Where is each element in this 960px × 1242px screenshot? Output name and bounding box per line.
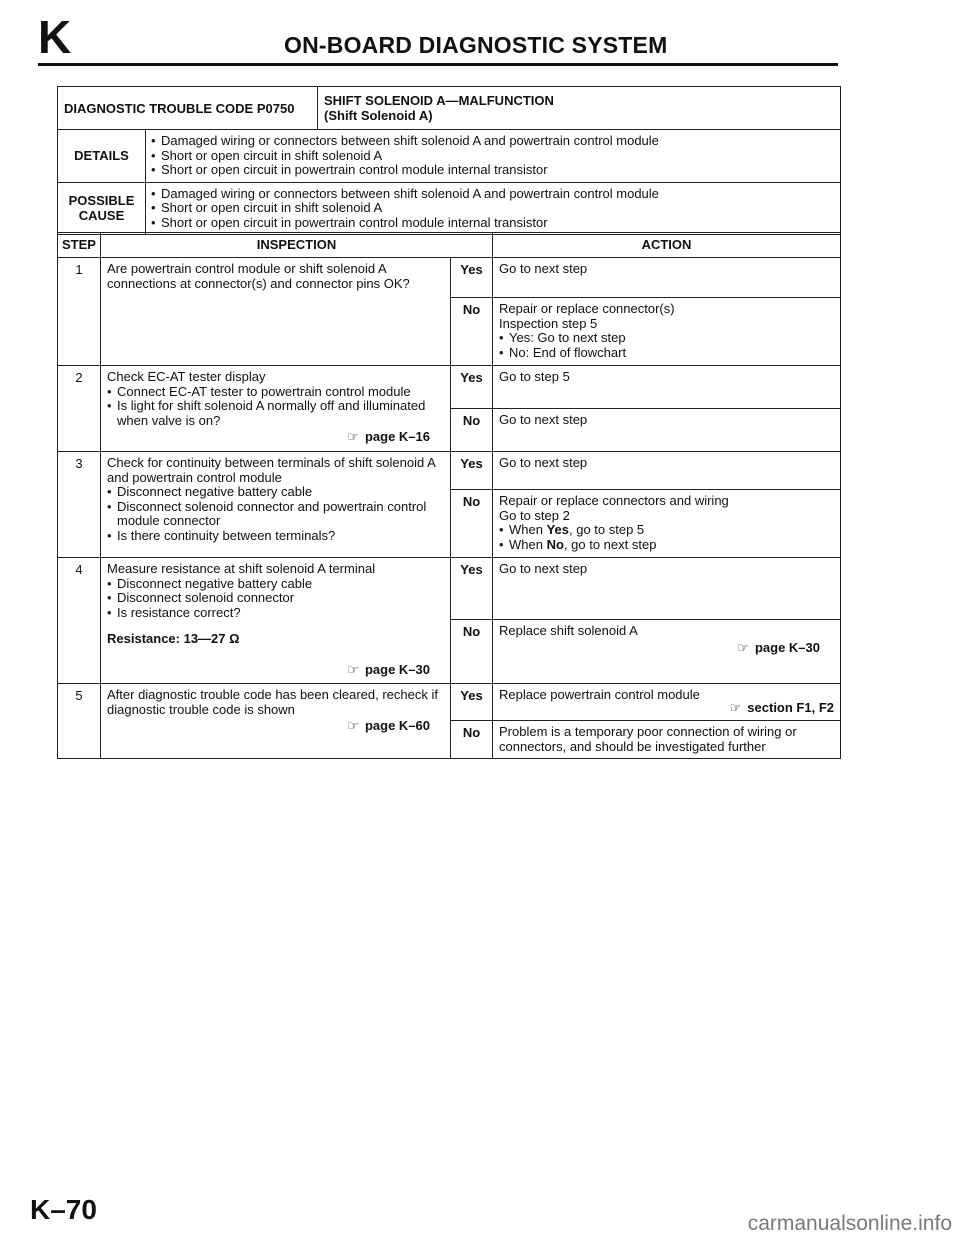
inspection-item: • Disconnect negative battery cable [107, 577, 444, 592]
yes-action: Go to next step [493, 258, 841, 298]
yes-label: Yes [451, 452, 493, 490]
dtc-title-line2: (Shift Solenoid A) [324, 108, 433, 123]
yes-label: Yes [451, 366, 493, 409]
page-reference-text: page K–60 [364, 718, 430, 733]
action-line: Replace powertrain control module [499, 687, 700, 702]
no-action [493, 490, 841, 558]
section-letter: K [38, 11, 72, 63]
page-title: ON-BOARD DIAGNOSTIC SYSTEM [284, 32, 668, 58]
possible-cause-item: • Short or open circuit in powertrain control module internal transistor [151, 216, 835, 231]
details-item: • Short or open circuit in powertrain control module internal transistor [151, 163, 835, 178]
yes-label: Yes [451, 558, 493, 620]
page-reference [107, 430, 444, 445]
step-number: 2 [58, 366, 101, 452]
details-label: DETAILS [58, 130, 146, 183]
resistance-spec: Resistance: 13—27 Ω [107, 631, 240, 646]
watermark: carmanualsonline.info [747, 1212, 952, 1235]
possible-cause-item: • Damaged wiring or connectors between shift solenoid A and powertrain control module [151, 187, 835, 202]
step-number: 4 [58, 558, 101, 684]
page-number: K–70 [30, 1194, 97, 1225]
step-inspection [101, 452, 451, 558]
action-line: Go to step 2 [499, 507, 570, 523]
no-label: No [451, 620, 493, 684]
hand-pointer-icon: ☞ [737, 639, 749, 655]
step-inspection [101, 558, 451, 684]
no-label: No [451, 721, 493, 759]
details-item: • Damaged wiring or connectors between shift solenoid A and powertrain control module [151, 134, 835, 149]
yes-label: Yes [451, 258, 493, 298]
page-reference-text: page K–16 [364, 429, 430, 444]
inspection-item: • Disconnect solenoid connector and powertrain control module connector [107, 500, 444, 529]
step-inspection [101, 258, 451, 366]
action-line: Inspection step 5 [499, 315, 598, 331]
no-action [493, 620, 841, 684]
details-cell [146, 130, 841, 183]
title-rule [38, 63, 838, 66]
hand-pointer-icon: ☞ [347, 429, 359, 444]
inspection-item: • Connect EC-AT tester to powertrain control module [107, 385, 444, 400]
inspection-text: Are powertrain control module or shift solenoid A connections at connector(s) and connector pins OK? [107, 261, 410, 291]
page-reference [107, 663, 444, 678]
action-column-header: ACTION [493, 233, 841, 258]
possible-cause-cell [146, 182, 841, 235]
inspection-text: After diagnostic trouble code has been cleared, recheck if diagnostic trouble code is shown [107, 687, 438, 717]
action-item: • Yes: Go to next step [499, 331, 834, 346]
action-item: • When No, go to next step [499, 538, 834, 553]
possible-cause-item: • Short or open circuit in shift solenoid A [151, 201, 835, 216]
inspection-text: Measure resistance at shift solenoid A terminal [107, 561, 376, 576]
yes-action: Go to next step [493, 452, 841, 490]
page-reference [107, 719, 444, 734]
inspection-item: • Is light for shift solenoid A normally off and illuminated when valve is on? [107, 399, 444, 428]
page-reference [499, 641, 834, 656]
hand-pointer-icon: ☞ [729, 699, 742, 715]
hand-pointer-icon: ☞ [347, 718, 359, 733]
action-line: Replace shift solenoid A [499, 623, 638, 638]
inspection-column-header: INSPECTION [101, 233, 493, 258]
no-label: No [451, 298, 493, 366]
action-item: • No: End of flowchart [499, 346, 834, 361]
hand-pointer-icon: ☞ [347, 661, 359, 677]
dtc-header-table [57, 86, 841, 235]
step-inspection [101, 684, 451, 759]
step-column-header: STEP [58, 233, 101, 258]
action-line: Repair or replace connectors and wiring [499, 493, 729, 508]
inspection-text: Check for continuity between terminals of shift solenoid A and powertrain control module [107, 455, 436, 485]
no-action: Problem is a temporary poor connection of wiring or connectors, and should be investigated further [493, 721, 841, 759]
no-label: No [451, 490, 493, 558]
step-number: 3 [58, 452, 101, 558]
dtc-title-cell [318, 87, 841, 130]
no-action: Go to next step [493, 409, 841, 452]
page-reference-text: page K–30 [754, 639, 820, 655]
inspection-steps-table [57, 232, 841, 759]
inspection-item: • Is there continuity between terminals? [107, 529, 444, 544]
step-inspection [101, 366, 451, 452]
dtc-title-line1: SHIFT SOLENOID A—MALFUNCTION [324, 93, 554, 108]
dtc-code-label: DIAGNOSTIC TROUBLE CODE P0750 [64, 100, 295, 116]
step-number: 1 [58, 258, 101, 366]
possible-cause-label-line2: CAUSE [78, 208, 125, 224]
yes-action: Go to step 5 [493, 366, 841, 409]
possible-cause-label [58, 182, 146, 235]
no-label: No [451, 409, 493, 452]
step-number: 5 [58, 684, 101, 759]
inspection-item: • Is resistance correct? [107, 606, 444, 621]
yes-label: Yes [451, 684, 493, 721]
inspection-item: • Disconnect negative battery cable [107, 485, 444, 500]
page-reference-text: page K–30 [364, 661, 430, 677]
action-item: • When Yes, go to step 5 [499, 523, 834, 538]
yes-action: Go to next step [493, 558, 841, 620]
dtc-code-cell [58, 87, 318, 130]
details-item: • Short or open circuit in shift solenoid A [151, 149, 835, 164]
possible-cause-label-line1: POSSIBLE [68, 193, 135, 209]
action-line: Repair or replace connector(s) [499, 301, 675, 316]
page-reference-text: section F1, F2 [747, 699, 834, 715]
page-reference [499, 701, 834, 716]
no-action [493, 298, 841, 366]
inspection-text: Check EC-AT tester display [107, 369, 266, 384]
yes-action [493, 684, 841, 721]
inspection-item: • Disconnect solenoid connector [107, 591, 444, 606]
